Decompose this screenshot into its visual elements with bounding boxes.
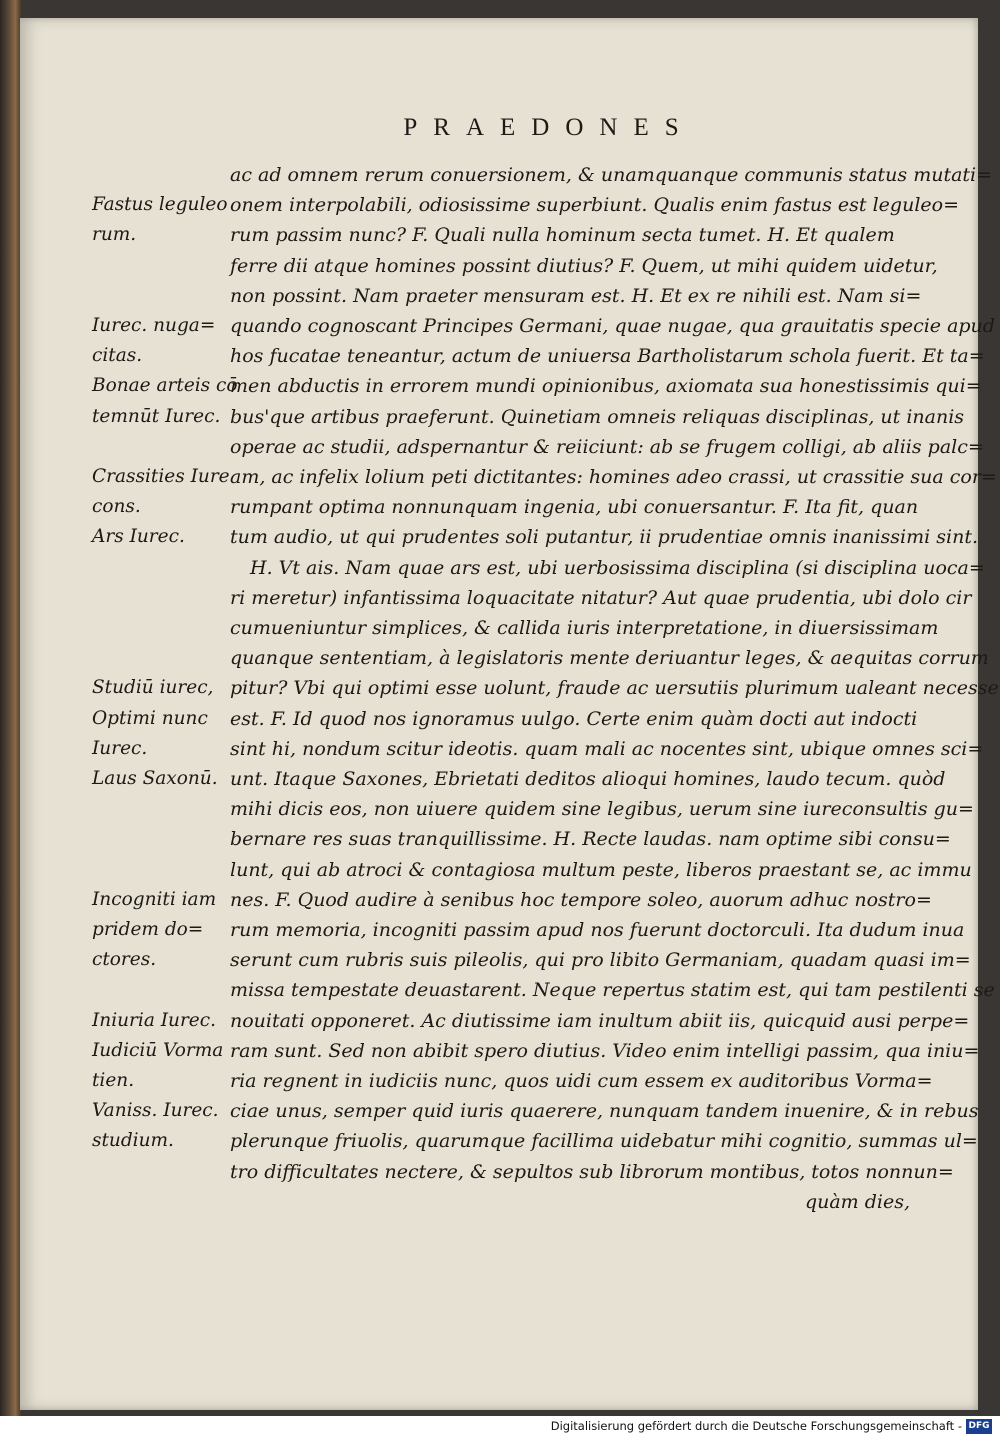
marginal-note: rum. xyxy=(92,224,137,246)
text-line: men abductis in errorem mundi opinionibus, axiomata sua honestissimis qui= xyxy=(230,375,982,398)
text-line: missa tempestate deuastarent. Neque repertus statim est, qui tam pestilenti se xyxy=(230,979,995,1002)
marginal-note: Vaniss. Iurec. xyxy=(92,1100,219,1122)
text-line: am, ac infelix lolium peti dictitantes: homines adeo crassi, ut crassitie sua cor= xyxy=(230,466,997,488)
marginal-note: citas. xyxy=(92,345,143,367)
text-line: rumpant optima nonnunquam ingenia, ubi conuersantur. F. Ita fit, quan xyxy=(230,496,919,519)
marginal-note: Ars Iurec. xyxy=(92,526,185,548)
text-line: quando cognoscant Principes Germani, quae nugae, qua grauitatis specie apud xyxy=(230,315,995,337)
text-line: unt. Itaque Saxones, Ebrietati deditos alioqui homines, laudo tecum. quòd xyxy=(230,768,946,790)
marginal-note: Crassities Iure xyxy=(92,466,230,487)
book-spine xyxy=(0,0,22,1416)
text-line: onem interpolabili, odiosissime superbiunt. Qualis enim fastus est leguleo= xyxy=(230,194,959,217)
text-line: lunt, qui ab atroci & contagiosa multum peste, liberos praestant se, ac immu xyxy=(230,858,972,881)
text-line: nouitati opponeret. Ac diutissime iam inultum abiit iis, quicquid ausi perpe= xyxy=(230,1009,970,1032)
marginal-note: Iurec. nuga= xyxy=(92,315,216,336)
dfg-logo: DFG xyxy=(966,1419,992,1434)
text-line: H. Vt ais. Nam quae ars est, ubi uerbosissima disciplina (si disciplina uoca= xyxy=(250,556,985,579)
text-line: quanque sententiam, à legislatoris mente deriuantur leges, & aequitas corrum xyxy=(230,647,989,670)
funding-credit: Digitalisierung gefördert durch die Deutsche Forschungsgemeinschaft - xyxy=(550,1419,962,1433)
text-line: mihi dicis eos, non uiuere quidem sine legibus, uerum sine iureconsultis gu= xyxy=(230,798,974,821)
text-line: quàm dies, xyxy=(804,1190,910,1213)
marginal-note: Iurec. xyxy=(92,737,148,759)
marginal-note: pridem do= xyxy=(92,919,204,940)
marginal-note: studium. xyxy=(92,1130,174,1152)
text-line: ciae unus, semper quid iuris quaerere, nunquam tandem inuenire, & in rebus xyxy=(230,1100,979,1123)
marginal-note: Iniuria Iurec. xyxy=(92,1009,216,1031)
text-line: bus'que artibus praeferunt. Quinetiam omneis reliquas disciplinas, ut inanis xyxy=(230,405,965,428)
text-line: ac ad omnem rerum conuersionem, & unamquanque communis status mutati= xyxy=(230,164,993,186)
text-line: nes. F. Quod audire à senibus hoc tempore soleo, auorum adhuc nostro= xyxy=(230,888,932,911)
text-line: bernare res suas tranquillissime. H. Recte laudas. nam optime sibi consu= xyxy=(230,828,951,851)
footer-bar xyxy=(0,1416,1000,1438)
text-line: tum audio, ut qui prudentes soli putantur, ii prudentiae omnis inanissimi sint. xyxy=(230,526,979,549)
marginal-note: tien. xyxy=(92,1070,135,1091)
marginal-note: Fastus leguleo xyxy=(92,194,228,216)
text-line: pitur? Vbi qui optimi esse uolunt, fraude ac uersutiis plurimum ualeant necesse xyxy=(230,677,999,700)
running-head: PRAEDONES xyxy=(403,114,695,141)
text-line: ram sunt. Sed non abibit spero diutius. Video enim intelligi passim, qua iniu= xyxy=(230,1039,980,1062)
text-line: ri meretur) infantissima loquacitate nitatur? Aut quae prudentia, ubi dolo cir xyxy=(230,586,972,609)
marginal-note: Laus Saxonū. xyxy=(92,768,218,789)
text-line: rum passim nunc? F. Quali nulla hominum secta tumet. H. Et qualem xyxy=(230,224,895,247)
marginal-note: Iudiciū Vorma xyxy=(92,1039,224,1061)
text-line: est. F. Id quod nos ignoramus uulgo. Certe enim quàm docti aut indocti xyxy=(230,707,918,730)
marginal-note: cons. xyxy=(92,496,141,518)
text-line: plerunque friuolis, quarumque facillima uidebatur mihi cognitio, summas ul= xyxy=(230,1130,978,1153)
text-line: ria regnent in iudiciis nunc, quos uidi cum essem ex auditoribus Vorma= xyxy=(230,1070,933,1092)
marginal-note: ctores. xyxy=(92,949,157,971)
book-page xyxy=(20,18,999,1410)
text-line: non possint. Nam praeter mensuram est. H. Et ex re nihili est. Nam si= xyxy=(230,284,922,307)
text-line: cumueniuntur simplices, & callida iuris interpretatione, in diuersissimam xyxy=(230,617,939,639)
text-line: ferre dii atque homines possint diutius? F. Quem, ut mihi quidem uidetur, xyxy=(230,254,938,277)
text-line: rum memoria, incogniti passim apud nos fuerunt doctorculi. Ita dudum inua xyxy=(230,919,965,941)
marginal-note: Incogniti iam xyxy=(92,888,217,910)
text-line: sint hi, nondum scitur ideotis. quam mali ac nocentes sint, ubique omnes sci= xyxy=(230,737,984,760)
marginal-note: Studiū iurec, xyxy=(92,677,214,699)
text-line: tro difficultates nectere, & sepultos sub librorum montibus, totos nonnun= xyxy=(230,1160,954,1183)
text-line: operae ac studii, adspernantur & reiiciunt: ab se frugem colligi, ab aliis palc= xyxy=(230,435,984,458)
marginal-note: Bonae arteis cō xyxy=(92,375,238,397)
marginal-note: Optimi nunc xyxy=(92,707,208,729)
text-line: hos fucatae teneantur, actum de uniuersa Bartholistarum schola fuerit. Et ta= xyxy=(230,345,985,368)
text-line: serunt cum rubris suis pileolis, qui pro libito Germaniam, quadam quasi im= xyxy=(230,949,971,972)
marginal-note: temnūt Iurec. xyxy=(92,405,221,427)
